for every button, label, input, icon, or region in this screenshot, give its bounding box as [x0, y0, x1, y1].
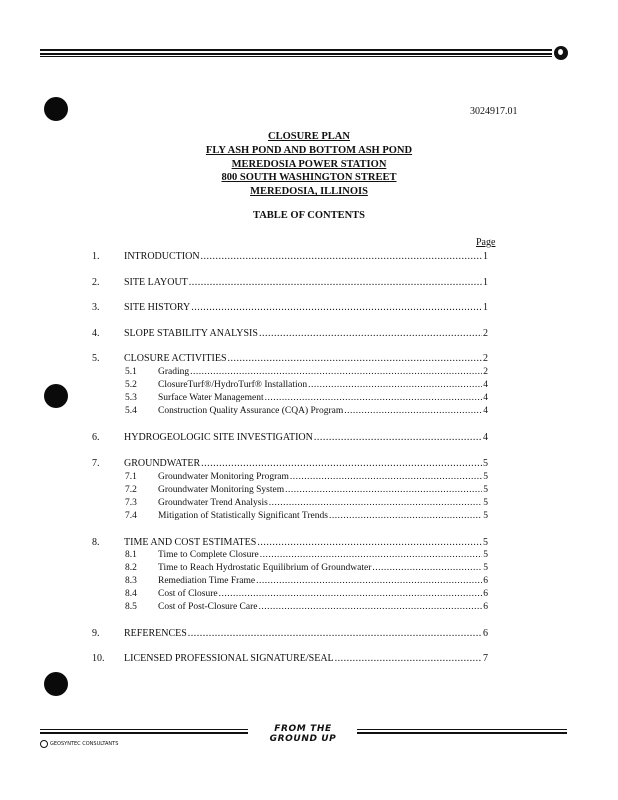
corner-logo-icon: [554, 46, 568, 60]
toc-subentry-page: 2: [483, 367, 488, 377]
toc-leader: [201, 250, 482, 263]
toc-subsection-number: 7.1: [125, 472, 137, 482]
title-line: MEREDOSIA POWER STATION: [231, 158, 387, 170]
toc-entry[interactable]: [124, 627, 488, 640]
toc-section-number: 4.: [92, 328, 100, 339]
toc-entry-title: CLOSURE ACTIVITIES: [124, 353, 227, 364]
toc-subentry-page: 5: [483, 485, 488, 495]
toc-section-number: 9.: [92, 628, 100, 639]
toc-leader: [189, 276, 482, 289]
toc-subentry-title: Time to Reach Hydrostatic Equilibrium of Groundwater: [158, 563, 372, 573]
toc-entry-title: TIME AND COST ESTIMATES: [124, 537, 257, 548]
page-column-header: Page: [476, 237, 496, 248]
toc-subsection-number: 5.2: [125, 380, 137, 390]
toc-subentry[interactable]: [158, 405, 488, 418]
toc-subentry-page: 5: [483, 472, 488, 482]
toc-entry-title: SITE LAYOUT: [124, 277, 188, 288]
toc-subentry[interactable]: [158, 510, 488, 523]
toc-subsection-number: 8.5: [125, 602, 137, 612]
toc-subentry-page: 5: [483, 498, 488, 508]
toc-subsection-number: 7.2: [125, 485, 137, 495]
toc-section-number: 8.: [92, 537, 100, 548]
toc-entry-page: 1: [483, 277, 488, 288]
document-number: 3024917.01: [470, 106, 518, 117]
toc-subentry-page: 6: [483, 589, 488, 599]
toc-entry[interactable]: [124, 276, 488, 289]
toc-subsection-number: 7.4: [125, 511, 137, 521]
toc-subentry-title: Groundwater Monitoring Program: [158, 472, 289, 482]
binder-hole-icon: [44, 384, 68, 408]
toc-subentry-title: Construction Quality Assurance (CQA) Program: [158, 406, 344, 416]
toc-leader: [219, 588, 483, 601]
toc-subentry-title: Time to Complete Closure: [158, 550, 259, 560]
toc-subentry[interactable]: [158, 562, 488, 575]
toc-entry[interactable]: [124, 250, 488, 263]
toc-subsection-number: 5.4: [125, 406, 137, 416]
toc-leader: [265, 392, 483, 405]
toc-entry[interactable]: [124, 431, 488, 444]
toc-subentry[interactable]: [158, 379, 488, 392]
toc-subsection-number: 7.3: [125, 498, 137, 508]
toc-entry[interactable]: [124, 536, 488, 549]
toc-leader: [269, 497, 482, 510]
toc-entry-page: 4: [483, 432, 488, 443]
toc-entry-page: 5: [483, 537, 488, 548]
toc-subentry-page: 5: [483, 511, 488, 521]
toc-subentry[interactable]: [158, 575, 488, 588]
toc-subentry[interactable]: [158, 471, 488, 484]
toc-subsection-number: 5.3: [125, 393, 137, 403]
toc-subentry-title: Grading: [158, 367, 190, 377]
toc-entry-page: 7: [483, 653, 488, 664]
toc-subentry-title: Groundwater Trend Analysis: [158, 498, 268, 508]
toc-subentry[interactable]: [158, 366, 488, 379]
toc-leader: [314, 431, 482, 444]
toc-subentry-title: Cost of Post-Closure Care: [158, 602, 258, 612]
toc-subentry-title: Cost of Closure: [158, 589, 218, 599]
toc-entry[interactable]: [124, 352, 488, 365]
toc-leader: [290, 471, 482, 484]
toc-entry-title: HYDROGEOLOGIC SITE INVESTIGATION: [124, 432, 313, 443]
toc-subentry-page: 5: [483, 563, 488, 573]
toc-subentry[interactable]: [158, 497, 488, 510]
toc-subentry-page: 4: [483, 393, 488, 403]
binder-hole-icon: [44, 672, 68, 696]
toc-subentry[interactable]: [158, 601, 488, 614]
footer-slogan: FROM THE GROUND UP: [269, 724, 337, 744]
footer-logo: [40, 740, 118, 748]
toc-subentry-page: 4: [483, 406, 488, 416]
toc-subsection-number: 8.1: [125, 550, 137, 560]
title-line: CLOSURE PLAN: [268, 131, 350, 142]
toc-subentry-page: 6: [483, 602, 488, 612]
company-logo-icon: [40, 740, 48, 748]
toc-entry-page: 6: [483, 628, 488, 639]
toc-entry[interactable]: [124, 457, 488, 470]
toc-leader: [188, 627, 482, 640]
toc-leader: [344, 405, 482, 418]
toc-subentry-page: 5: [483, 550, 488, 560]
toc-subentry-title: Groundwater Monitoring System: [158, 485, 285, 495]
toc-section-number: 6.: [92, 432, 100, 443]
toc-subentry-title: Surface Water Management: [158, 393, 264, 403]
toc-subentry[interactable]: [158, 484, 488, 497]
toc-leader: [372, 562, 482, 575]
toc-entry-page: 1: [483, 302, 488, 313]
toc-entry-page: 2: [483, 353, 488, 364]
toc-leader: [201, 457, 482, 470]
toc-leader: [308, 379, 482, 392]
footer-logo-text: GEOSYNTEC CONSULTANTS: [50, 741, 119, 747]
binder-hole-icon: [44, 97, 68, 121]
toc-subentry[interactable]: [158, 588, 488, 601]
toc-entry-title: GROUNDWATER: [124, 458, 201, 469]
toc-entry[interactable]: [124, 301, 488, 314]
toc-leader: [335, 652, 482, 665]
toc-entry-title: SLOPE STABILITY ANALYSIS: [124, 328, 258, 339]
toc-subentry[interactable]: [158, 549, 488, 562]
toc-subentry-title: Remediation Time Frame: [158, 576, 256, 586]
toc-section-number: 5.: [92, 353, 100, 364]
toc-subentry-page: 6: [483, 576, 488, 586]
toc-section-number: 7.: [92, 458, 100, 469]
toc-entry-page: 5: [483, 458, 488, 469]
header-rule: [40, 49, 552, 58]
toc-entry[interactable]: [124, 652, 488, 665]
footer-rule-right: [357, 729, 567, 735]
toc-subentry-page: 4: [483, 380, 488, 390]
toc-leader: [260, 549, 483, 562]
toc-entry-page: 1: [483, 251, 488, 262]
toc-section-number: 10.: [92, 653, 105, 664]
title-line: 800 SOUTH WASHINGTON STREET: [221, 172, 397, 184]
toc-leader: [257, 536, 482, 549]
toc-entry-title: INTRODUCTION: [124, 251, 200, 262]
toc-leader: [256, 575, 482, 588]
toc-entry-title: REFERENCES: [124, 628, 187, 639]
title-line: FLY ASH POND AND BOTTOM ASH POND: [205, 144, 413, 156]
toc-subsection-number: 8.2: [125, 563, 137, 573]
toc-section-number: 1.: [92, 251, 100, 262]
toc-subsection-number: 5.1: [125, 367, 137, 377]
toc-subentry[interactable]: [158, 392, 488, 405]
toc-entry-title: LICENSED PROFESSIONAL SIGNATURE/SEAL: [124, 653, 334, 664]
toc-leader: [191, 301, 482, 314]
toc-leader: [258, 601, 482, 614]
toc-leader: [228, 352, 483, 365]
toc-entry-title: SITE HISTORY: [124, 302, 191, 313]
toc-heading: TABLE OF CONTENTS: [252, 210, 366, 221]
footer-rule-left: [40, 729, 248, 735]
toc-leader: [190, 366, 482, 379]
toc-entry-page: 2: [483, 328, 488, 339]
toc-section-number: 3.: [92, 302, 100, 313]
toc-subentry-title: ClosureTurf®/HydroTurf® Installation: [158, 380, 308, 390]
toc-leader: [259, 327, 482, 340]
toc-subsection-number: 8.3: [125, 576, 137, 586]
toc-leader: [329, 510, 482, 523]
toc-entry[interactable]: [124, 327, 488, 340]
document-title: [0, 130, 618, 199]
toc-leader: [285, 484, 482, 497]
toc-section-number: 2.: [92, 277, 100, 288]
toc-subsection-number: 8.4: [125, 589, 137, 599]
toc-subentry-title: Mitigation of Statistically Significant Trends: [158, 511, 328, 521]
title-line: MEREDOSIA, ILLINOIS: [250, 186, 368, 198]
